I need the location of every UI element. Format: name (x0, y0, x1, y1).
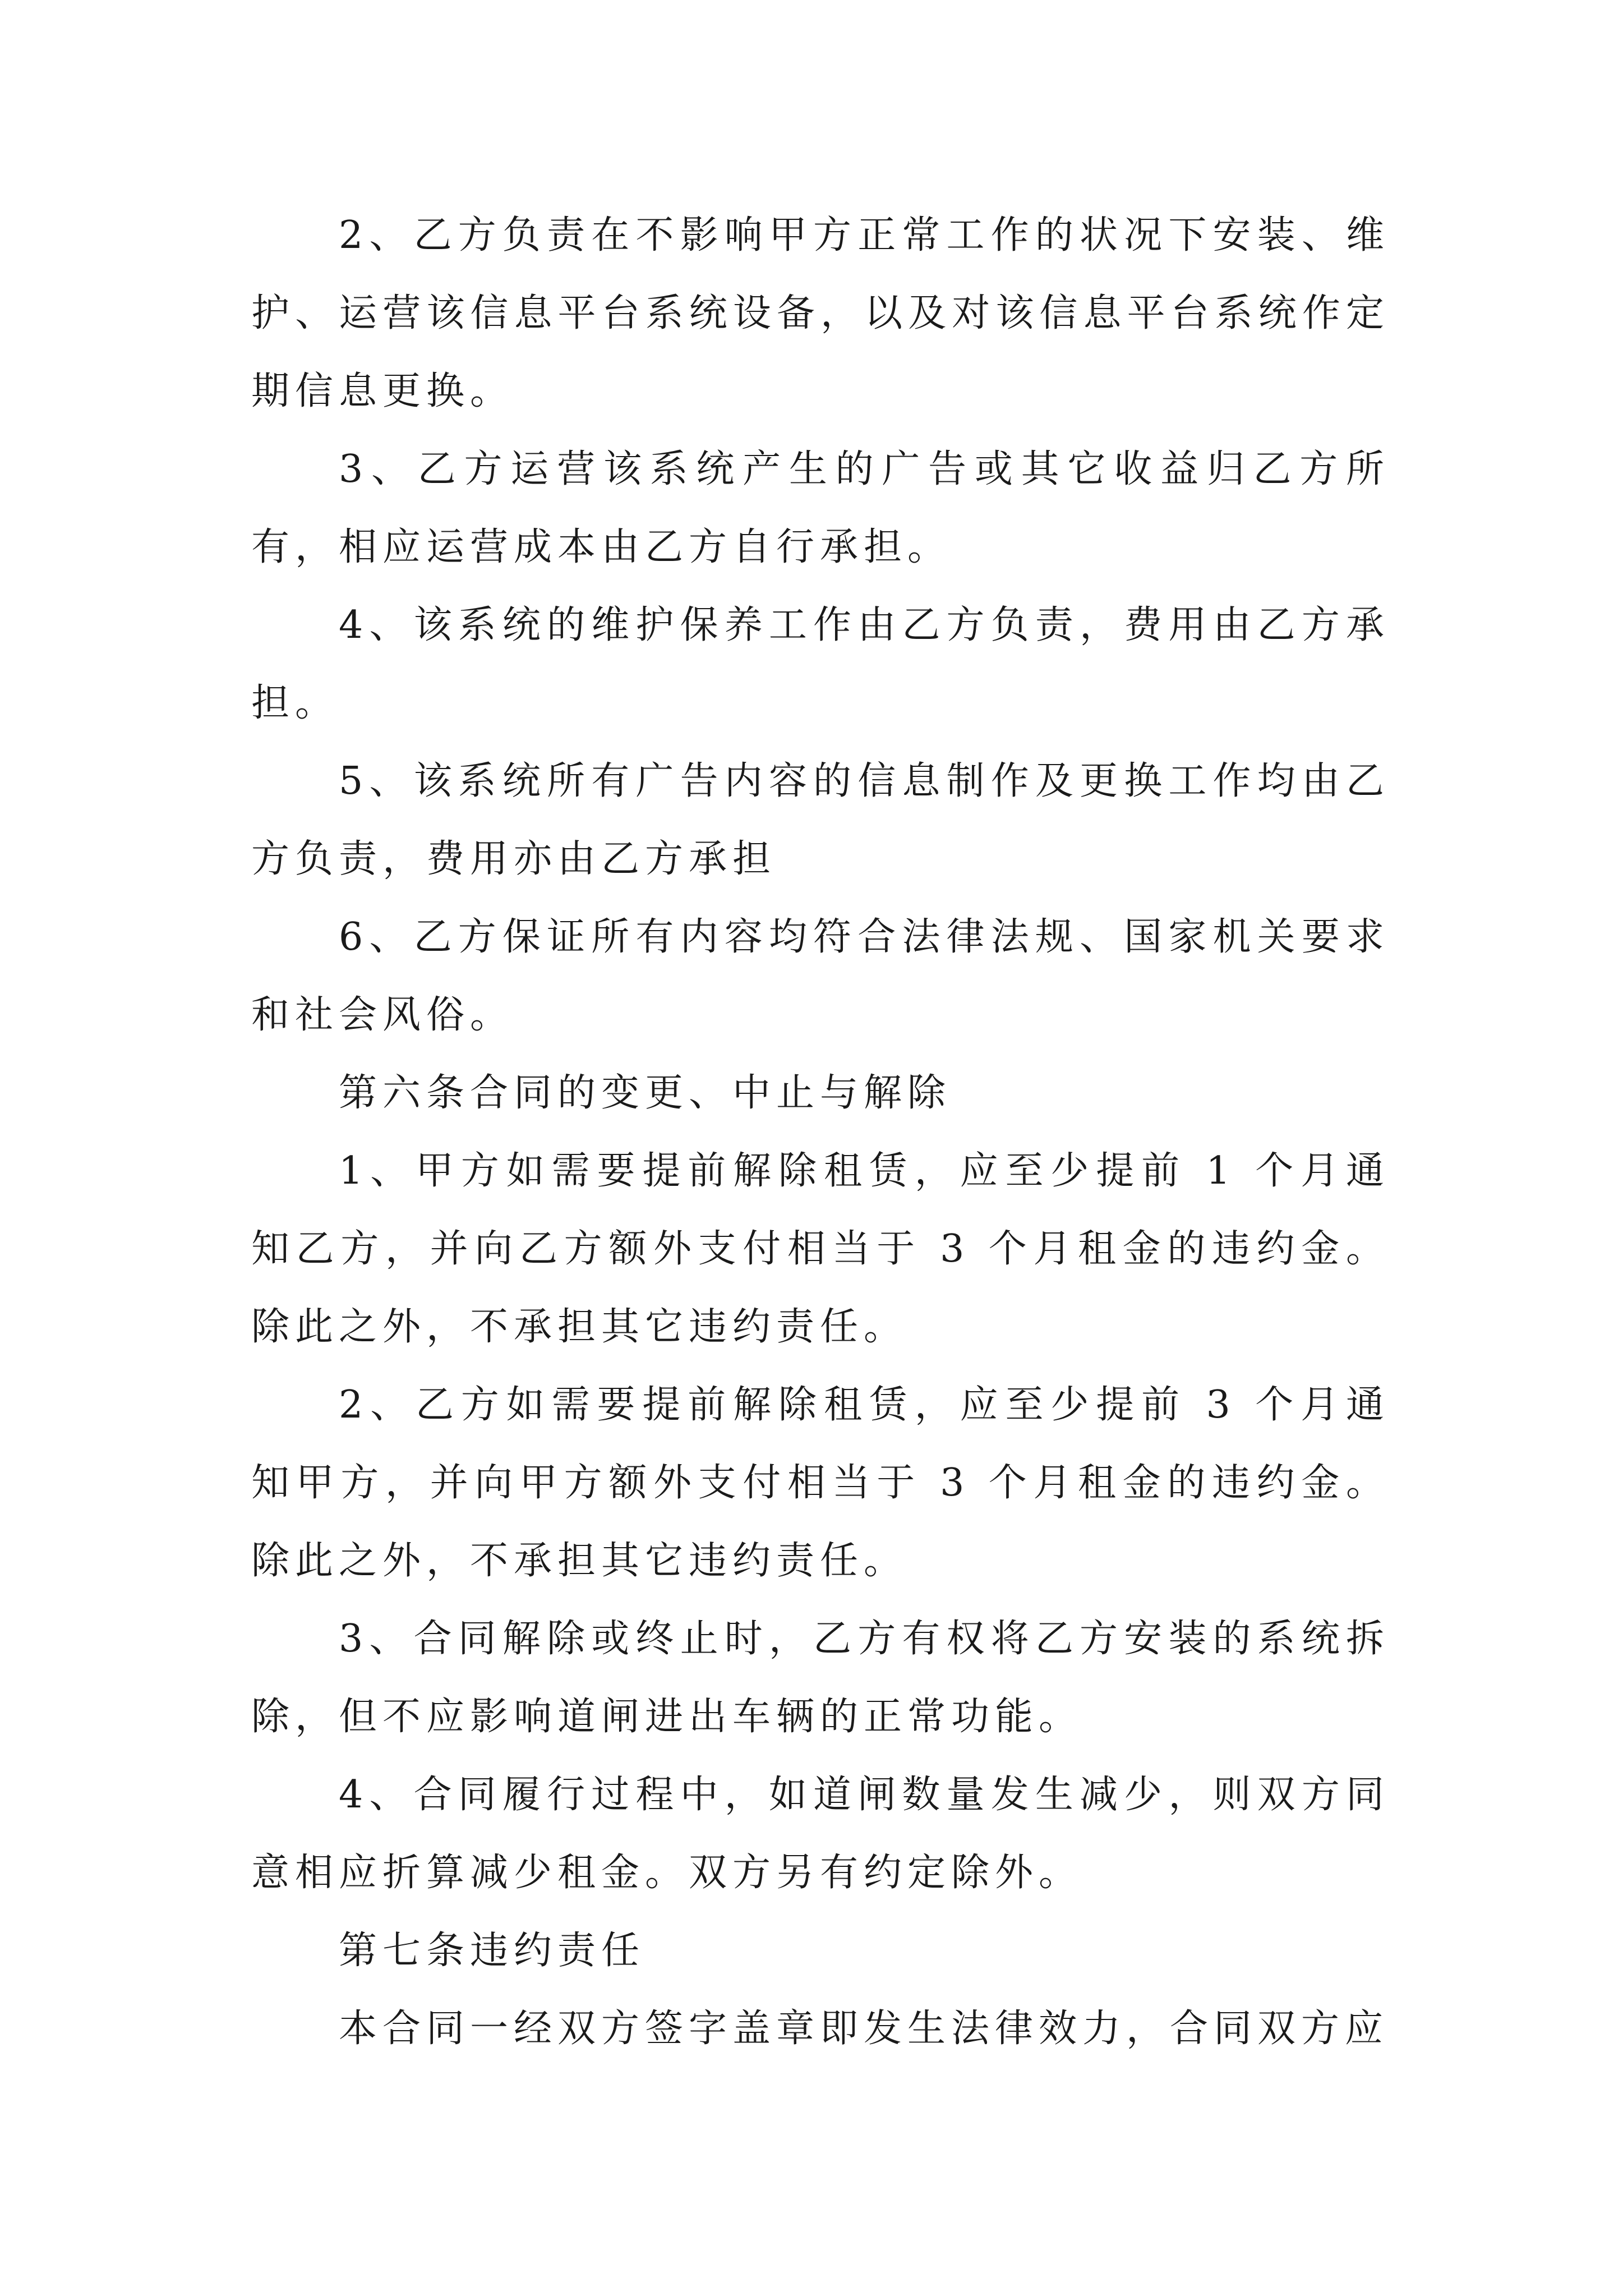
clause-5-ad-content: 5、该系统所有广告内容的信息制作及更换工作均由乙方负责，费用亦由乙方承担 (251, 759, 1390, 881)
clause-3-revenue: 3、乙方运营该系统产生的广告或其它收益归乙方所有，相应运营成本由乙方自行承担。 (251, 447, 1390, 569)
article-6-clause-3: 3、合同解除或终止时，乙方有权将乙方安装的系统拆除，但不应影响道闸进出车辆的正常功能。 (251, 1617, 1390, 1739)
article-6-clause-2: 2、乙方如需要提前解除租赁，应至少提前 3 个月通知甲方，并向甲方额外支付相当于 3 个月租金的违约金。除此之外，不承担其它违约责任。 (251, 1383, 1390, 1583)
article-6-clause-1: 1、甲方如需要提前解除租赁，应至少提前 1 个月通知乙方，并向乙方额外支付相当于 3 个月租金的违约金。除此之外，不承担其它违约责任。 (251, 1149, 1390, 1349)
clause-2-installation-maintenance: 2、乙方负责在不影响甲方正常工作的状况下安装、维护、运营该信息平台系统设备，以及对该信息平台系统作定期信息更换。 (251, 213, 1390, 413)
article-6-heading: 第六条合同的变更、中止与解除 (339, 1071, 952, 1115)
article-6-clause-4: 4、合同履行过程中，如道闸数量发生减少，则双方同意相应折算减少租金。双方另有约定除外。 (251, 1773, 1390, 1895)
clause-6-compliance: 6、乙方保证所有内容均符合法律法规、国家机关要求和社会风俗。 (251, 915, 1390, 1037)
article-7-heading: 第七条违约责任 (339, 1929, 645, 1973)
clause-4-maintenance-cost: 4、该系统的维护保养工作由乙方负责，费用由乙方承担。 (251, 603, 1390, 725)
article-7-text: 本合同一经双方签字盖章即发生法律效力，合同双方应 (339, 2007, 1389, 2051)
document-body (251, 196, 1390, 2068)
